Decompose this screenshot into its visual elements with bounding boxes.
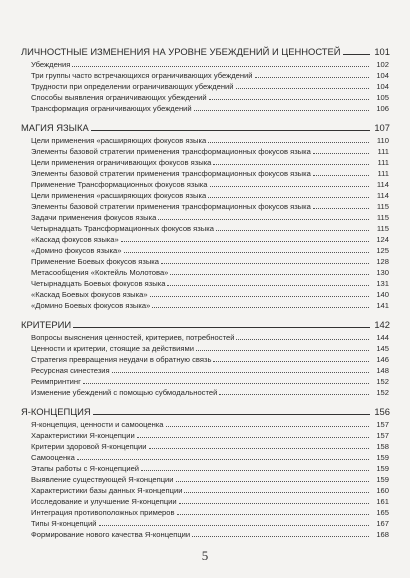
dot-leader — [150, 296, 369, 297]
entry-page-number: 146 — [376, 355, 389, 365]
section-page-number: 107 — [374, 121, 390, 133]
entry-title: Убеждения — [31, 60, 71, 70]
dot-leader — [219, 394, 369, 395]
toc-entry — [0, 353, 410, 364]
toc-entry — [0, 255, 410, 266]
dot-leader — [192, 536, 369, 537]
entry-title: Трудности при определении ограничивающих убеждений — [31, 82, 234, 92]
section-title: ЛИЧНОСТНЫЕ ИЗМЕНЕНИЯ НА УРОВНЕ УБЕЖДЕНИЙ И ЦЕННОСТЕЙ — [21, 45, 341, 57]
entry-title: Цели применения ограничивающих фокусов языка — [31, 158, 212, 168]
entry-title: Типы Я-концепций — [31, 519, 97, 529]
entry-title: Стратегия превращения неудачи в обратную связь — [31, 355, 212, 365]
dot-leader — [236, 339, 369, 340]
toc-entry — [0, 189, 410, 200]
dot-leader — [177, 514, 369, 515]
toc-entry — [0, 233, 410, 244]
dot-leader — [170, 274, 369, 275]
section-title: Я-КОНЦЕПЦИЯ — [21, 405, 91, 417]
dot-leader — [213, 164, 369, 165]
entry-page-number: 111 — [377, 147, 389, 157]
entry-page-number: 159 — [376, 464, 389, 474]
dot-leader — [152, 307, 369, 308]
entry-title: Цели применения «расширяющих фокусов языка — [31, 136, 207, 146]
dot-leader — [209, 99, 369, 100]
entry-title: «Каскад фокусов языка» — [31, 235, 119, 245]
dot-leader — [72, 66, 369, 67]
entry-title: Критерии здоровой Я-концепции — [31, 442, 147, 452]
entry-page-number: 106 — [376, 104, 389, 114]
dot-leader — [137, 437, 369, 438]
dot-leader — [216, 230, 369, 231]
dot-leader — [313, 208, 369, 209]
entry-page-number: 140 — [376, 290, 389, 300]
toc-entry — [0, 266, 410, 277]
dot-leader — [313, 153, 369, 154]
entry-page-number: 148 — [376, 366, 389, 376]
entry-title: Три группы часто встречающихся ограничивающих убеждений — [31, 71, 253, 81]
entry-page-number: 160 — [376, 486, 389, 496]
toc-entry — [0, 91, 410, 102]
dot-leader — [236, 88, 369, 89]
dot-leader — [93, 414, 370, 415]
toc-entry — [0, 299, 410, 310]
toc-entry — [0, 178, 410, 189]
entry-title: Этапы работы с Я-концепцией — [31, 464, 140, 474]
toc-entry — [0, 528, 410, 539]
entry-page-number: 168 — [376, 530, 389, 540]
entry-page-number: 131 — [376, 279, 389, 289]
dot-leader — [83, 383, 369, 384]
entry-title: Задачи применения фокусов языка — [31, 213, 157, 223]
toc-entry — [0, 80, 410, 91]
entry-title: Самооценка — [31, 453, 75, 463]
entry-title: Реимпринтинг — [31, 377, 81, 387]
entry-page-number: 105 — [376, 93, 389, 103]
dot-leader — [161, 263, 369, 264]
dot-leader — [255, 77, 369, 78]
section-page-number: 156 — [374, 405, 390, 417]
dot-leader — [77, 459, 369, 460]
entry-page-number: 114 — [376, 191, 389, 201]
dot-leader — [184, 492, 369, 493]
entry-title: Элементы базовой стратегии применения трансформационных фокусов языка — [31, 147, 311, 157]
toc-entry — [0, 156, 410, 167]
entry-title: «Домино фокусов языка» — [31, 246, 122, 256]
entry-page-number: 124 — [376, 235, 389, 245]
dot-leader — [167, 285, 369, 286]
toc-entry — [0, 167, 410, 178]
dot-leader — [196, 350, 369, 351]
toc-entry — [0, 473, 410, 484]
entry-page-number: 104 — [376, 82, 389, 92]
entry-title: Интеграция противоположных примеров — [31, 508, 175, 518]
entry-page-number: 158 — [376, 442, 389, 452]
entry-title: Ценности и критерии, стоящие за действиями — [31, 344, 194, 354]
toc-entry — [0, 288, 410, 299]
dot-leader — [179, 503, 369, 504]
dot-leader — [99, 525, 370, 526]
toc-entry — [0, 440, 410, 451]
entry-page-number: 157 — [376, 431, 389, 441]
dot-leader — [313, 175, 369, 176]
entry-page-number: 102 — [376, 60, 389, 70]
entry-page-number: 111 — [377, 158, 389, 168]
section-page-number: 142 — [374, 318, 390, 330]
dot-leader — [176, 481, 369, 482]
entry-title: Метасообщения «Коктейль Молотова» — [31, 268, 169, 278]
entry-page-number: 144 — [376, 333, 389, 343]
entry-page-number: 159 — [376, 475, 389, 485]
dot-leader — [213, 361, 369, 362]
toc-entry — [0, 418, 410, 429]
entry-page-number: 159 — [376, 453, 389, 463]
table-of-contents — [0, 42, 410, 539]
entry-page-number: 104 — [376, 71, 389, 81]
toc-entry — [0, 58, 410, 69]
entry-title: Выявление существующей Я-концепции — [31, 475, 174, 485]
toc-entry — [0, 69, 410, 80]
entry-page-number: 114 — [376, 180, 389, 190]
entry-page-number: 115 — [376, 224, 389, 234]
dot-leader — [208, 142, 369, 143]
entry-title: «Домино Боевых фокусов языка» — [31, 301, 151, 311]
entry-page-number: 152 — [376, 388, 389, 398]
toc-entry — [0, 244, 410, 255]
entry-page-number: 161 — [376, 497, 389, 507]
entry-page-number: 115 — [376, 213, 389, 223]
toc-entry — [0, 331, 410, 342]
toc-entry — [0, 211, 410, 222]
section-title: КРИТЕРИИ — [21, 318, 72, 330]
dot-leader — [149, 448, 369, 449]
entry-title: Вопросы выяснения ценностей, критериев, потребностей — [31, 333, 235, 343]
entry-title: Четырнадцать Боевых фокусов языка — [31, 279, 166, 289]
entry-title: Формирование нового качества Я-концепции — [31, 530, 191, 540]
entry-title: Цели применения «расширяющих фокусов языка — [31, 191, 207, 201]
toc-entry — [0, 145, 410, 156]
entry-page-number: 141 — [376, 301, 389, 311]
entry-title: «Каскад Боевых фокусов языка» — [31, 290, 148, 300]
dot-leader — [124, 252, 370, 253]
entry-page-number: 167 — [376, 519, 389, 529]
entry-page-number: 157 — [376, 420, 389, 430]
section-page-number: 101 — [374, 45, 390, 57]
entry-page-number: 110 — [376, 136, 389, 146]
entry-title: Изменение убеждений с помощью субмодальностей — [31, 388, 218, 398]
entry-title: Применение Трансформационных фокусов языка — [31, 180, 208, 190]
dot-leader — [141, 470, 369, 471]
entry-title: Исследование и улучшение Я-концепции — [31, 497, 177, 507]
dot-leader — [208, 197, 369, 198]
dot-leader — [343, 54, 371, 55]
toc-entry — [0, 517, 410, 528]
toc-entry — [0, 277, 410, 288]
page-number: 5 — [201, 548, 209, 563]
dot-leader — [158, 219, 369, 220]
entry-page-number: 128 — [376, 257, 389, 267]
entry-page-number: 125 — [376, 246, 389, 256]
entry-page-number: 130 — [376, 268, 389, 278]
toc-entry — [0, 102, 410, 113]
toc-entry — [0, 222, 410, 233]
toc-section-heading — [0, 118, 410, 132]
toc-entry — [0, 200, 410, 211]
toc-entry — [0, 484, 410, 495]
toc-entry — [0, 429, 410, 440]
toc-entry — [0, 506, 410, 517]
entry-title: Характеристики базы данных Я-концепции — [31, 486, 183, 496]
entry-title: Ресурсная синестезия — [31, 366, 110, 376]
toc-entry — [0, 386, 410, 397]
toc-entry — [0, 364, 410, 375]
section-title: МАГИЯ ЯЗЫКА — [21, 121, 89, 133]
toc-entry — [0, 451, 410, 462]
entry-title: Трансформация ограничивающих убеждений — [31, 104, 192, 114]
entry-page-number: 115 — [376, 202, 389, 212]
toc-section-heading — [0, 315, 410, 329]
entry-page-number: 152 — [376, 377, 389, 387]
dot-leader — [166, 426, 369, 427]
dot-leader — [210, 186, 369, 187]
entry-title: Элементы базовой стратегии применения трансформационных фокусов языка — [31, 169, 311, 179]
entry-title: Применение Боевых фокусов языка — [31, 257, 159, 267]
dot-leader — [194, 110, 369, 111]
toc-entry — [0, 134, 410, 145]
toc-entry — [0, 495, 410, 506]
entry-title: Я-концепция, ценности и самооценка — [31, 420, 164, 430]
dot-leader — [91, 130, 370, 131]
entry-title: Характеристики Я-концепции — [31, 431, 135, 441]
entry-title: Элементы базовой стратегии применения трансформационных фокусов языка — [31, 202, 311, 212]
toc-section-heading — [0, 42, 410, 56]
toc-entry — [0, 462, 410, 473]
entry-page-number: 145 — [376, 344, 389, 354]
dot-leader — [112, 372, 369, 373]
toc-entry — [0, 342, 410, 353]
toc-entry — [0, 375, 410, 386]
entry-page-number: 111 — [377, 169, 389, 179]
toc-section-heading — [0, 402, 410, 416]
dot-leader — [121, 241, 369, 242]
entry-title: Способы выявления ограничивающих убеждений — [31, 93, 207, 103]
entry-page-number: 165 — [376, 508, 389, 518]
entry-title: Четырнадцать Трансформационных фокусов языка — [31, 224, 214, 234]
dot-leader — [73, 327, 370, 328]
